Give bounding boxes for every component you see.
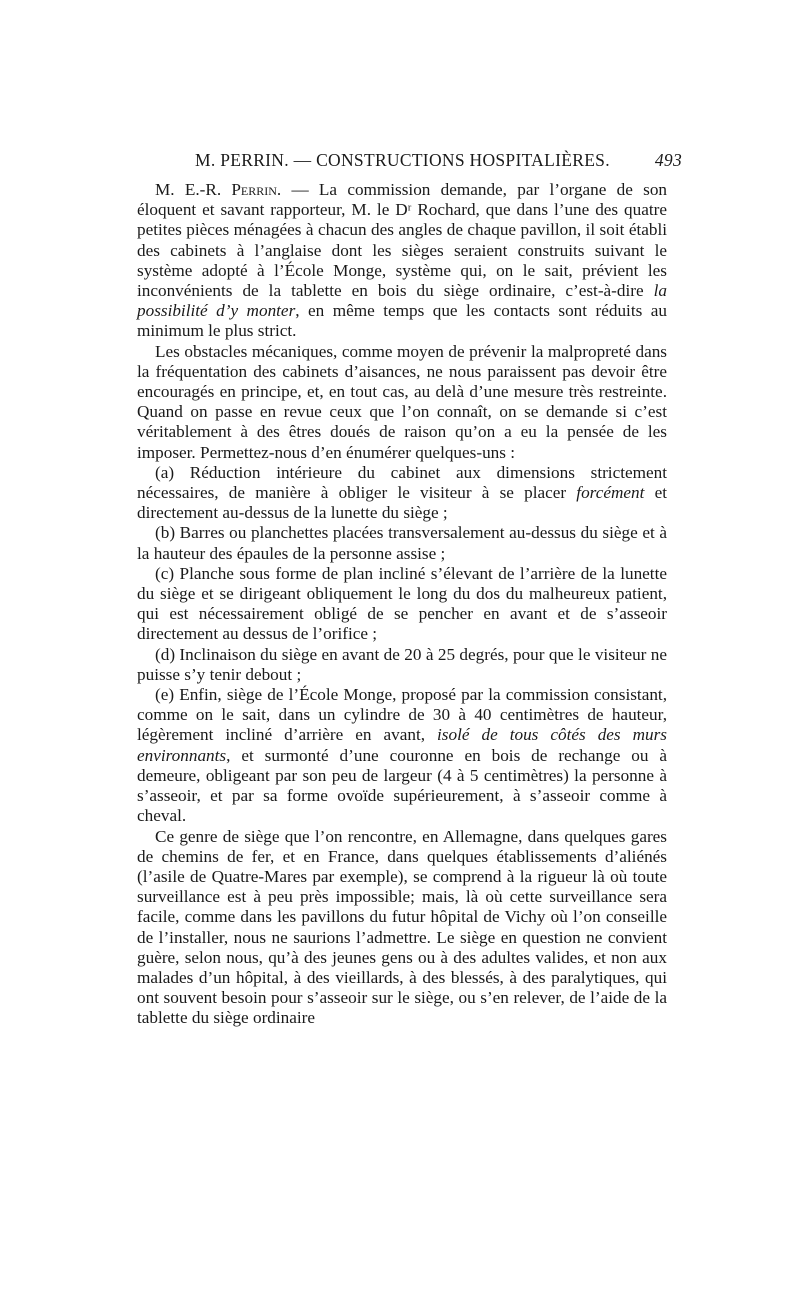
item-label: (e): [155, 685, 175, 705]
list-item-a: [137, 463, 667, 524]
emphasis: forcément: [576, 483, 645, 503]
list-item-c: [137, 564, 667, 645]
text-run: , et surmonté d’une couronne en bois de rechange ou à demeure, obligeant par son peu de largeur (4 à 5 centimètres) la personne à s’asseoir, et par sa forme ovoïde supérieurement, à s’asseoir comme à cheval.: [137, 745, 667, 826]
text-run: Inclinaison du siège en avant de 20 à 25 degrés, pour que le visiteur ne puisse s’y tenir debout ;: [137, 644, 667, 684]
text-run: Barres ou planchettes placées transversalement au-dessus du siège et à la hauteur des épaules de la personne assise ;: [137, 523, 667, 563]
page-number: 493: [654, 150, 682, 170]
item-label: (a): [155, 462, 175, 482]
item-label: (c): [155, 563, 175, 583]
text-run: , en même temps que les contacts sont réduits au minimum le plus strict.: [137, 301, 667, 341]
paragraph-perrin: [137, 180, 667, 342]
emphasis: isolé de tous côtés des murs environnants: [137, 725, 667, 765]
list-item-b: [137, 523, 667, 563]
list-item-e: [137, 685, 667, 826]
body-text: [137, 180, 667, 1029]
text-run: Enfin, siège de l’École Monge, proposé par la commission consistant, comme on le sait, dans un cylindre de 30 à 40 centimètres de hauteur, légèrement incliné d’arrière en avant,: [137, 685, 667, 745]
list-item-d: [137, 645, 667, 685]
text-run: Planche sous forme de plan incliné s’élevant de l’arrière de la lunette du siège et se dirigeant obliquement le long du dos du malheureux patient, qui est nécessairement obligé de se pencher en avant et de s’asseoir directement au dessus de l’orifice ;: [137, 563, 667, 644]
text-run: et directement au-dessus de la lunette du siège ;: [137, 483, 667, 523]
item-label: (d): [155, 644, 176, 664]
speaker-name: M. E.-R. Perrin.: [155, 180, 282, 199]
text-run: — La commission demande, par l’organe de son éloquent et savant rapporteur, M. le Dʳ Rochard, que dans l’une des quatre petites pièces ménagées à chacun des angles de chaque pavillon, il soit établi des cabinets à l’anglaise dont les sièges seraient construits suivant le système adopté à l’École Monge, système qui, on le sait, prévient les inconvénients de la tablette en bois du siège ordinaire, c’est-à-dire: [137, 180, 668, 301]
running-title: M. PERRIN. — CONSTRUCTIONS HOSPITALIÈRES.: [195, 150, 610, 170]
item-label: (b): [155, 523, 176, 543]
text-run: Réduction intérieure du cabinet aux dimensions strictement nécessaires, de manière à obliger le visiteur à se placer: [137, 462, 667, 503]
emphasis: la possibilité d’y monter: [137, 281, 667, 321]
page-header: [137, 150, 682, 174]
paragraph-obstacles: Les obstacles mécaniques, comme moyen de prévenir la malpropreté dans la fréquentation des cabinets d’aisances, ne nous paraissent pas devoir être encouragés en principe, et, en tout cas, au delà d’une mesure très restreinte. Quand on passe en revue ceux que l’on connaît, on se demande si c’est véritablement à des êtres doués de raison qu’on a eu la pensée de les imposer. Permettez-nous d’en énumérer quelques-uns :: [137, 341, 667, 462]
paragraph-genre-de-siege: Ce genre de siège que l’on rencontre, en Allemagne, dans quelques gares de chemins de fer, et en France, dans quelques établissements d’aliénés (l’asile de Quatre-Mares par exemple), se comprend à la rigueur là où toute surveillance est à peu près impossible; mais, là où cette surveillance sera facile, comme dans les pavillons du futur hôpital de Vichy où l’on conseille de l’installer, nous ne saurions l’admettre. Le siège en question ne convient guère, selon nous, qu’à des jeunes gens ou à des adultes valides, et non aux malades d’un hôpital, à des vieillards, à des blessés, à des paralytiques, qui ont souvent besoin pour s’asseoir sur le siège, ou s’en relever, de l’aide de la tablette du siège ordinaire: [137, 826, 667, 1028]
